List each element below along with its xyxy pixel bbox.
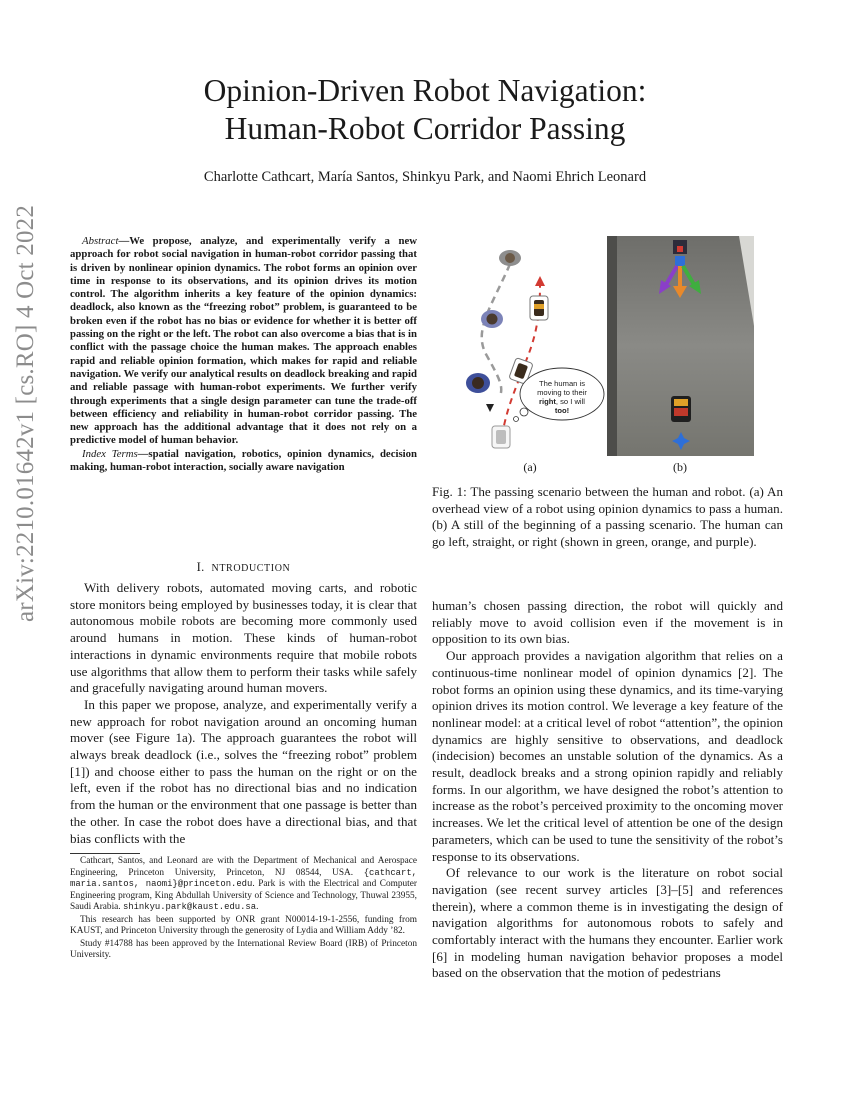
section-title-initial: I	[196, 560, 202, 574]
robot-figure-top	[530, 296, 548, 320]
intro-paragraph-1: With delivery robots, automated moving carts, and robotic store monitors being employed by businesses today, it is clear that autonomous mobile robots are becoming more commonly used around humans in motion. These kinds of human-robot interactions in dynamic environments require that mobile robots use algorithms that allow them to perform their tasks while safely and gracefully navigating around human movers.	[70, 580, 417, 696]
bubble-line-2: moving to their	[537, 388, 587, 397]
figure-1b-label: (b)	[673, 460, 687, 474]
author-emails[interactable]: {cathcart, maria.santos, naomi}@princeton.edu	[70, 867, 417, 889]
index-terms	[70, 448, 417, 475]
abstract-text: —We propose, analyze, and experimentally verify a new approach for robot social navigation in human-robot corridor passing that is driven by nonlinear opinion dynamics. The robot forms an opinion over time in response to its observations, and its opinion drives its motion control. The algorithm inherits a key feature of the opinion dynamics: deadlock, also known as the “freezing robot” problem, is guaranteed to be broken even if the robot has no bias or evidence for whether it is better off passing on the right or the left. The robot can also overcome a bias that is in conflict with the passage choice the human makes. The approach enables rapid and reliable opinion formation, which makes for rapid and reliable navigation. We verify our analytical results on deadlock breaking and rapid and reliable passage with human-robot experiments. We further verify through experiments that a single design parameter can tune the trade-off between efficiency and reliability in human-robot corridor passing. The new approach has the additional advantage that it does not rely on a predictive model of human behavior.	[70, 235, 417, 447]
title-line-2: Human-Robot Corridor Passing	[224, 111, 626, 146]
footnote-irb: Study #14788 has been approved by the International Review Board (IRB) of Princeton University.	[70, 938, 417, 960]
human-figure-top	[499, 250, 521, 266]
bubble-line-3-rest: , so I will	[555, 397, 585, 406]
abstract	[70, 235, 417, 474]
human-marker	[677, 246, 683, 252]
section-heading-introduction: I. NTRODUCTION	[196, 560, 291, 574]
footnote-affiliations	[70, 856, 417, 914]
figure-1a	[432, 236, 627, 456]
right-paragraph-2: Our approach provides a navigation algorithm that relies on a continuous-time nonlinear model of opinion dynamics [2]. The robot forms an opinion using these dynamics, and its time-varying opinion drives its motion control. We leverage a key feature of the nonlinear model: at a critical level of robot “attention”, the opinion dynamics are highly sensitive to observations, and deadlock (indecision) becomes an unstable solution of the dynamics. As a result, deadlock breaks and a strong opinion rapidly and reliably forms. In our algorithm, we have designed the robot’s attention to increase as the robot’s perceived proximity to the oncoming mover increases. We let the critical level of attention be one of the design parameters, which can be used to tune the sensitivity of the robot’s response to its observations.	[432, 648, 783, 864]
corridor-wall-left	[607, 236, 617, 456]
introduction-body	[70, 580, 417, 847]
footnote-funding: This research has been supported by ONR grant N00014-19-1-2556, funding from KAUST, and Princeton University through the generosity of Lydia and William Addy ’82.	[70, 914, 417, 936]
bubble-line-3	[539, 397, 585, 406]
figure-1b	[607, 236, 754, 456]
human-figure-middle	[481, 310, 503, 328]
author-email-park[interactable]: shinkyu.park@kaust.edu.sa	[122, 902, 257, 912]
right-column-body	[432, 598, 783, 982]
footnotes	[70, 856, 417, 963]
author-list: Charlotte Cathcart, María Santos, Shinkyu Park, and Naomi Ehrich Leonard	[203, 169, 647, 185]
human-direction-arrow-icon	[486, 404, 494, 412]
footnote-affiliation-end: .	[256, 902, 259, 912]
arxiv-stamp: arXiv:2210.01642v1 [cs.RO] 4 Oct 2022	[12, 204, 39, 622]
footnote-affiliation-text-2: . Park is with the Electrical and Computer Engineering program, King Abdullah University of Science and Technology, Thuwal 23955, Saudi Arabia.	[70, 879, 417, 912]
robot-overhead	[671, 396, 691, 422]
figure-1a-label: (a)	[523, 460, 537, 474]
right-paragraph-3: Of relevance to our work is the literature on robot social navigation (see recent survey articles [3]–[5] and references therein), where a common theme is in investigating the design of navigation algorithms for autonomous robots to safely and comfortably interact with the humans they encounter. Earlier work [6] in modeling human navigation behavior proposes a model based on the observation that the motion of pedestrians	[432, 865, 783, 981]
robot-direction-arrow-icon	[535, 276, 545, 286]
thought-dot-large	[520, 408, 528, 416]
abstract-paragraph	[70, 235, 417, 448]
footnote-divider	[70, 853, 140, 854]
figure-1a-illustration	[432, 236, 627, 456]
section-title-rest: NTRODUCTION	[211, 563, 291, 574]
bubble-line-1: The human is	[538, 379, 586, 388]
paper-title	[0, 72, 850, 148]
index-terms-text: —spatial navigation, robotics, opinion dynamics, decision making, human-robot interaction, socially aware navigation	[70, 447, 417, 474]
direction-origin-marker	[675, 256, 685, 266]
bubble-word-right: right	[539, 397, 556, 406]
bubble-line-4: too!	[554, 406, 570, 415]
index-terms-label: Index Terms	[82, 447, 138, 460]
thought-dot-small	[514, 417, 519, 422]
footnote-affiliation-text: Cathcart, Santos, and Leonard are with the Department of Mechanical and Aerospace Engineering, Princeton University, Princeton, NJ 08544, USA.	[70, 856, 417, 878]
abstract-label: Abstract	[82, 235, 119, 247]
figure-1-caption: Fig. 1: The passing scenario between the human and robot. (a) An overhead view of a robot using opinion dynamics to pass a human. (b) A still of the beginning of a passing scenario. The human can go left, straight, or right (shown in green, orange, and purple).	[432, 484, 783, 550]
title-line-1: Opinion-Driven Robot Navigation:	[203, 73, 647, 108]
right-paragraph-1: human’s chosen passing direction, the robot will quickly and reliably move to avoid collision even if the movement is in opposition to its own bias.	[432, 598, 783, 647]
robot-figure-bottom	[492, 426, 510, 448]
intro-paragraph-2: In this paper we propose, analyze, and experimentally verify a new approach for robot navigation around an oncoming human mover (see Figure 1a). The approach guarantees the robot will always break deadlock (i.e., solves the “freezing robot” problem [1]) and choose either to pass the human on the right or on the left, even if the robot has no directional bias and no indication from the human or the environment that one passage is better than the other. In case the robot does have a directional bias, and that bias conflicts with the	[70, 696, 417, 846]
human-figure-bottom	[466, 373, 490, 393]
figure-1b-photo	[607, 236, 754, 456]
